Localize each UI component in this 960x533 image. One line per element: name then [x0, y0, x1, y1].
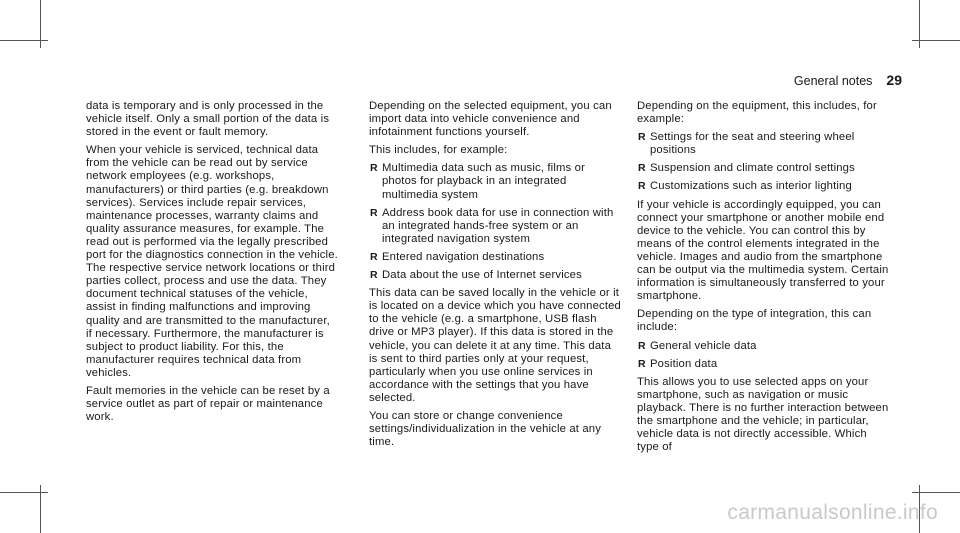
crop-mark-br-h: [912, 492, 960, 493]
list-item-text: Multimedia data such as music, films or photos for playback in an integrated multimedia system: [382, 162, 585, 201]
paragraph: If your vehicle is accordingly equipped, you can connect your smartphone or another mobile end device to the vehicle. You can control this by means of the control elements integrated in the vehicle. Images and audio from the smartphone can be output via the multimedia system. Certain information is simultaneously transferred to your smartphone.: [637, 198, 889, 303]
page-number: 29: [886, 72, 902, 88]
crop-mark-bl-h: [0, 492, 48, 493]
list-item-text: Position data: [650, 357, 718, 370]
running-header: [794, 72, 902, 88]
list-item-text: Customizations such as interior lighting: [650, 180, 852, 193]
list-item: [637, 180, 889, 193]
column-2: [369, 100, 621, 454]
list-item: [369, 207, 621, 246]
paragraph: Depending on the selected equipment, you can import data into vehicle convenience and infotainment functions yourself.: [369, 100, 612, 139]
list-item-text: Suspension and climate control settings: [650, 162, 855, 175]
bullet-list: [369, 162, 621, 282]
list-item-text: Entered navigation destinations: [382, 250, 545, 263]
paragraph: Fault memories in the vehicle can be reset by a service outlet as part of repair or maintenance work.: [86, 384, 330, 424]
bullet-icon: R: [370, 206, 378, 219]
bullet-icon: R: [638, 339, 646, 352]
list-item: [637, 358, 889, 371]
list-item-text: Address book data for use in connection with an integrated hands-free system or an integrated navigation system: [382, 206, 614, 245]
paragraph: This allows you to use selected apps on your smartphone, such as navigation or music playback. There is no further interaction between the smartphone and the vehicle; in particular, vehicle data is not directly accessible. Which type of: [637, 375, 889, 454]
bullet-icon: R: [638, 357, 646, 370]
list-item: [369, 162, 621, 201]
crop-mark-tl-h: [0, 40, 48, 41]
paragraph: This data can be saved locally in the vehicle or it is located on a device which you have connected to the vehicle (e.g. a smartphone, USB flash drive or MP3 player). If this data is stored in the vehicle, you can delete it at any time. This data is sent to third parties only at your request, particularly when you use online services in accordance with the settings that you have selected.: [369, 287, 621, 404]
paragraph: Depending on the equipment, this includes, for example:: [637, 100, 877, 126]
list-item: [637, 131, 889, 157]
bullet-icon: R: [638, 131, 646, 144]
list-item: [369, 251, 621, 264]
paragraph: Depending on the type of integration, this can include:: [637, 308, 872, 334]
list-item: [369, 269, 621, 282]
list-item-text: Settings for the seat and steering wheel positions: [650, 131, 855, 157]
paragraph: When your vehicle is serviced, technical data from the vehicle can be read out by service network employees (e.g. workshops, manufacturers) or third parties (e.g. breakdown services). Services include repair services, maintenance processes, warranty claims and quality assurance measures, for example. The read out is performed via the legally prescribed port for the diagnostics connection in the vehicle. The respective service network locations or third parties collect, process and use the data. They document technical statuses of the vehicle, assist in finding malfunctions and improving quality and are transmitted to the manufacturer, if necessary. Furthermore, the manufacturer is subject to product liability. For this, the manufacturer requires technical data from vehicles.: [86, 144, 338, 379]
crop-mark-tr-h: [912, 40, 960, 41]
bullet-icon: R: [638, 180, 646, 193]
bullet-icon: R: [370, 250, 378, 263]
bullet-icon: R: [638, 162, 646, 175]
column-1: [86, 100, 338, 429]
column-3: [637, 100, 889, 459]
paragraph: You can store or change convenience settings/individualization in the vehicle at any time.: [369, 409, 602, 449]
list-item-text: Data about the use of Internet services: [382, 269, 582, 282]
list-item-text: General vehicle data: [650, 339, 757, 352]
bullet-icon: R: [370, 162, 378, 175]
section-title: General notes: [793, 74, 873, 88]
bullet-icon: R: [370, 269, 378, 282]
paragraph: data is temporary and is only processed in the vehicle itself. Only a small portion of the data is stored in the event or fault memory.: [86, 100, 330, 139]
list-item: [637, 162, 889, 175]
watermark: carmanualsonline.info: [727, 501, 938, 524]
bullet-list: [637, 340, 889, 371]
paragraph: This includes, for example:: [369, 144, 508, 157]
list-item: [637, 340, 889, 353]
bullet-list: [637, 131, 889, 193]
